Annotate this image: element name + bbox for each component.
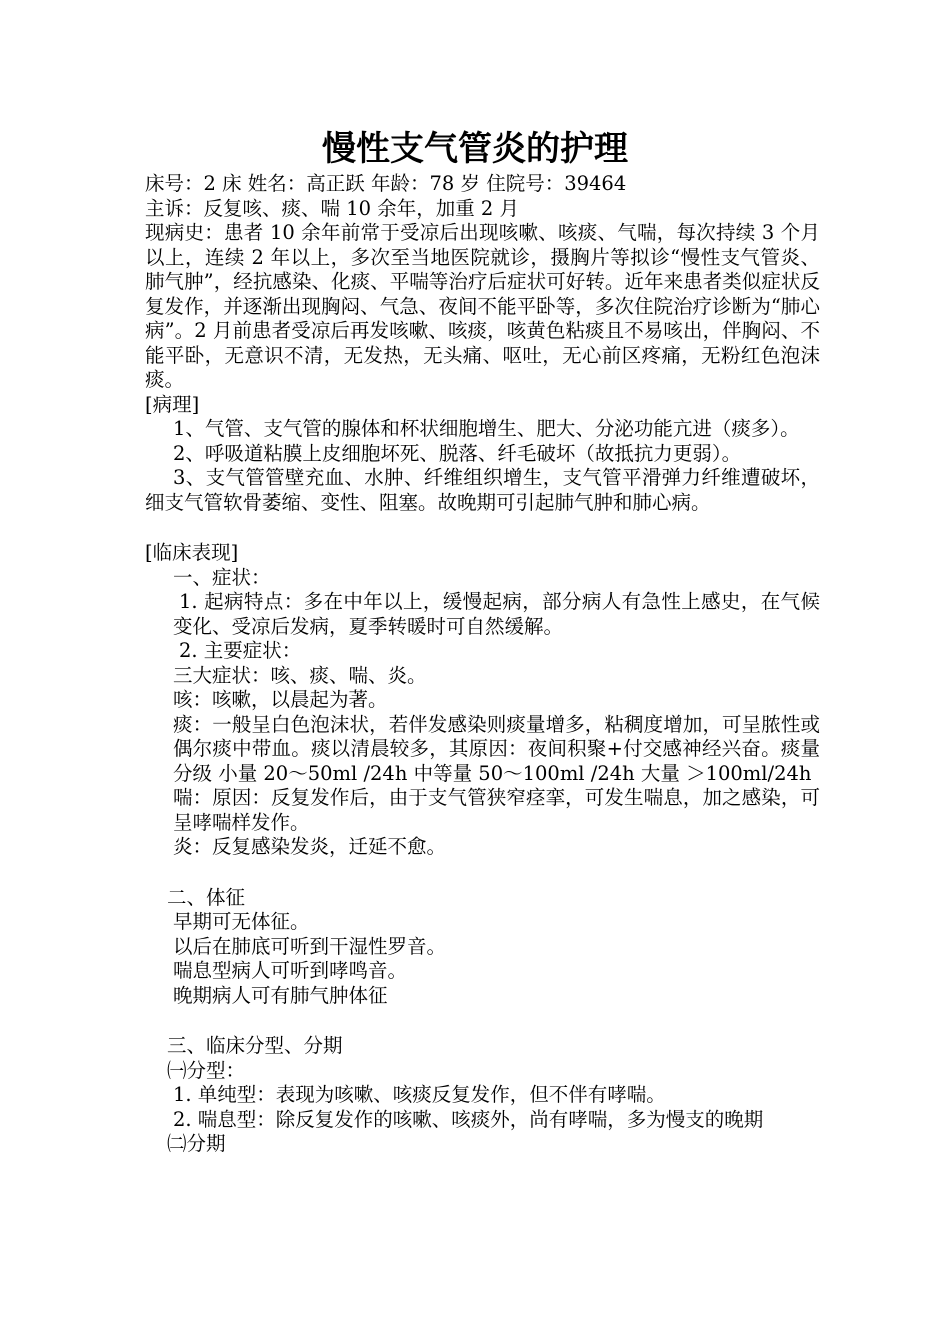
sputum-description: 痰：一般呈白色泡沫状，若伴发感染则痰量增多，粘稠度增加，可呈脓性或偶尔痰中带血。痰以清晨较多，其原因：夜间积聚+付交感神经兴奋。痰量分级 小量 20～50ml /24h 中等量 50～100ml /24h 大量 ＞100ml/24h bbox=[173, 712, 820, 785]
signs-item-1: 早期可无体征。 bbox=[173, 910, 310, 933]
pathology-item-2: 2、呼吸道粘膜上皮细胞坏死、脱落、纤毛破坏（故抵抗力更弱）。 bbox=[173, 441, 742, 465]
simple-type: 1. 单纯型：表现为咳嗽、咳痰反复发作，但不伴有哮喘。 bbox=[173, 1083, 666, 1106]
three-symptoms: 三大症状：咳、痰、喘、炎。 bbox=[173, 663, 427, 687]
types-heading: 三、临床分型、分期 bbox=[167, 1034, 343, 1057]
document-body bbox=[145, 172, 820, 1157]
onset-features: 1. 起病特点：多在中年以上，缓慢起病，部分病人有急性上感史，在气候变化、受凉后发病，夏季转暖时可自然缓解。 bbox=[173, 590, 820, 638]
present-history: 现病史：患者 10 余年前常于受凉后出现咳嗽、咳痰、气喘，每次持续 3 个月以上，连续 2 年以上，多次至当地医院就诊，摄胸片等拟诊“慢性支气管炎、肺气肿”，经抗感染、化痰、平喘等治疗后症状可好转。近年来患者类似症状反复发作，并逐渐出现胸闷、气急、夜间不能平卧等，多次住院治疗诊断为“肺心病”。2 月前患者受凉后再发咳嗽、咳痰，咳黄色粘痰且不易咳出，伴胸闷、不能平卧，无意识不清，无发热，无头痛、呕吐，无心前区疼痛，无粉红色泡沫痰。 bbox=[145, 221, 820, 391]
patient-info: 床号：2 床 姓名：高正跃 年龄：78 岁 住院号：39464 bbox=[145, 172, 627, 195]
document-title: 慢性支气管炎的护理 bbox=[322, 129, 628, 169]
pathology-heading: [病理] bbox=[145, 392, 200, 416]
staging-heading: ㈡分期 bbox=[167, 1132, 226, 1155]
signs-heading: 二、体征 bbox=[167, 885, 246, 909]
wheeze-description: 喘：原因：反复发作后，由于支气管狭窄痉挛，可发生喘息，加之感染，可呈哮喘样发作。 bbox=[173, 786, 820, 834]
signs-item-4: 晚期病人可有肺气肿体征 bbox=[173, 983, 388, 1007]
clinical-heading: [临床表现] bbox=[145, 541, 239, 564]
pathology-item-1: 1、气管、支气管的腺体和杯状细胞增生、肥大、分泌功能亢进（痰多）。 bbox=[173, 417, 800, 440]
cough-description: 咳：咳嗽，以晨起为著。 bbox=[173, 688, 388, 711]
pathology-item-3: 3、支气管管壁充血、水肿、纤维组织增生，支气管平滑弹力纤维遭破坏，细支气管软骨萎缩、变性、阻塞。故晚期可引起肺气肿和肺心病。 bbox=[145, 466, 820, 514]
inflammation-description: 炎：反复感染发炎，迁延不愈。 bbox=[173, 835, 447, 858]
symptoms-heading: 一、症状： bbox=[173, 565, 271, 589]
typing-heading: ㈠分型： bbox=[167, 1058, 246, 1082]
asthmatic-type: 2. 喘息型：除反复发作的咳嗽、咳痰外，尚有哮喘，多为慢支的晚期 bbox=[173, 1107, 764, 1131]
signs-item-2: 以后在肺底可听到干湿性罗音。 bbox=[173, 934, 447, 958]
main-symptoms-heading: 2. 主要症状： bbox=[179, 639, 302, 662]
chief-complaint: 主诉：反复咳、痰、喘 10 余年，加重 2 月 bbox=[145, 196, 520, 220]
signs-item-3: 喘息型病人可听到哮鸣音。 bbox=[173, 959, 408, 982]
